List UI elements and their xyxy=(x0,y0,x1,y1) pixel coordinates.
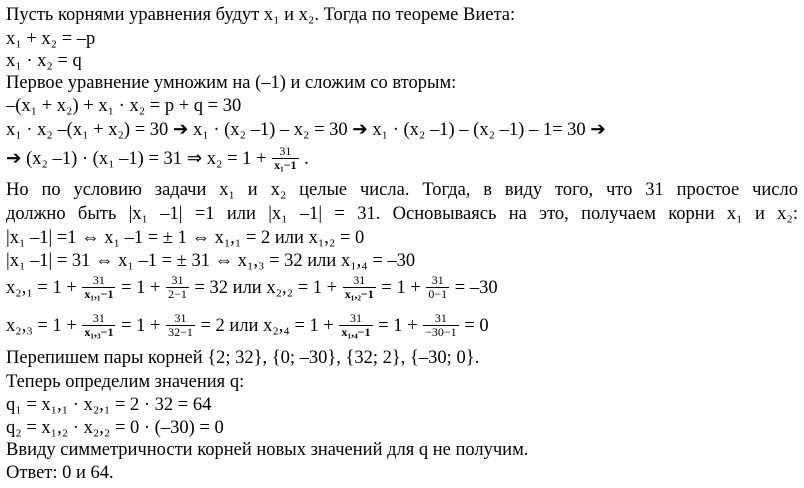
equation-x2-expression xyxy=(6,146,309,173)
fraction-denominator: x₁,₃−1 xyxy=(84,325,114,339)
text-line-prime-condition: должно быть |x₁ –1| =1 или |x₁ –1| = 31. Основываясь на это, получаем корни x₁ и x₂: xyxy=(6,204,798,224)
equation-sum: –(x₁ + x₂) + x₁ · x₂ = p + q = 30 xyxy=(6,96,242,116)
equation-transform: x₁ · x₂ –(x₁ + x₂) = 30 ➔ x₁ · (x₂ –1) – x₂ = 30 ➔ x₁ · (x₂ –1) – (x₂ –1) – 1= 30 ➔ xyxy=(6,120,606,140)
equation-part: x₂,₁ = 1 + xyxy=(6,277,77,298)
fraction-numerator: 31 xyxy=(431,273,444,287)
fraction xyxy=(426,274,449,301)
fraction xyxy=(82,274,115,301)
text-line-q-values: Теперь определим значения q: xyxy=(6,372,245,392)
equation-part: = –30 xyxy=(454,277,498,298)
equation-part: = 1 + xyxy=(121,277,161,298)
answer-line: Ответ: 0 и 64. xyxy=(6,463,114,483)
fraction-denominator: x₁−1 xyxy=(274,158,297,172)
equation-part: x₂,₃ = 1 + xyxy=(6,315,77,336)
fraction-denominator: −30−1 xyxy=(425,325,457,339)
text-line-symmetry: Ввиду симметричности корней новых значений для q не получим. xyxy=(6,440,529,460)
equation-case-31: |x₁ –1| = 31 ⇔ x₁ –1 = ± 31 ⇔ x₁,₃ = 32 или x₁,₄ = –30 xyxy=(6,251,416,271)
fraction-denominator: 32−1 xyxy=(168,325,193,339)
equation-part: = 1 + xyxy=(381,277,421,298)
fraction-numerator: 31 xyxy=(434,311,447,325)
fraction-numerator: 31 xyxy=(349,311,362,325)
fraction-denominator: x₁,₁−1 xyxy=(84,287,114,301)
fraction-numerator: 31 xyxy=(279,144,292,158)
fraction-31-over-x1 xyxy=(272,145,298,172)
text-line-root-pairs: Перепишем пары корней {2; 32}, {0; –30}, {32; 2}, {–30; 0}. xyxy=(6,348,480,368)
fraction xyxy=(343,274,376,301)
equation-q2: q₂ = x₁,₂ · x₂,₂ = 0 · (–30) = 0 xyxy=(6,418,224,438)
equation-q1: q₁ = x₁,₁ · x₂,₁ = 2 · 32 = 64 xyxy=(6,395,212,415)
equation-x2-end: . xyxy=(304,148,309,169)
fraction-numerator: 31 xyxy=(171,273,184,287)
fraction xyxy=(166,312,195,339)
text-line-intro: Пусть корнями уравнения будут x₁ и x₂. Тогда по теореме Виета: xyxy=(6,5,516,25)
text-line-integer-condition: Но по условию задачи x₁ и x₂ целые числа. Тогда, в виду того, что 31 простое число xyxy=(6,180,798,200)
fraction-denominator: x₁,₄−1 xyxy=(341,325,371,339)
fraction-numerator: 31 xyxy=(174,311,187,325)
vieta-product: x₁ · x₂ = q xyxy=(6,51,82,71)
equation-part: = 0 xyxy=(464,315,489,336)
fraction xyxy=(82,312,115,339)
vieta-sum: x₁ + x₂ = –p xyxy=(6,29,96,49)
fraction-numerator: 31 xyxy=(353,273,366,287)
fraction xyxy=(339,312,372,339)
fraction-denominator: x₁,₂−1 xyxy=(344,287,374,301)
fraction xyxy=(423,312,459,339)
equation-part: = 1 + xyxy=(121,315,161,336)
equation-part: = 1 + xyxy=(378,315,418,336)
equation-x2-lead: ➔ (x₂ –1) · (x₁ –1) = 31 ⇒ x₂ = 1 + xyxy=(6,148,267,169)
equation-x2-roots-3-4 xyxy=(6,313,489,340)
fraction xyxy=(166,274,189,301)
fraction-denominator: 2−1 xyxy=(168,287,187,301)
fraction-numerator: 31 xyxy=(92,273,105,287)
equation-part: = 2 или x₂,₄ = 1 + xyxy=(200,315,334,336)
equation-case-1: |x₁ –1| =1 ⇔ x₁ –1 = ± 1 ⇔ x₁,₁ = 2 или x₁,₂ = 0 xyxy=(6,228,365,248)
fraction-denominator: 0−1 xyxy=(428,287,448,301)
equation-part: = 32 или x₂,₂ = 1 + xyxy=(194,277,338,298)
fraction-numerator: 31 xyxy=(92,311,105,325)
text-line-multiply: Первое уравнение умножим на (–1) и сложим со вторым: xyxy=(6,73,457,93)
equation-x2-roots-1-2 xyxy=(6,275,498,302)
